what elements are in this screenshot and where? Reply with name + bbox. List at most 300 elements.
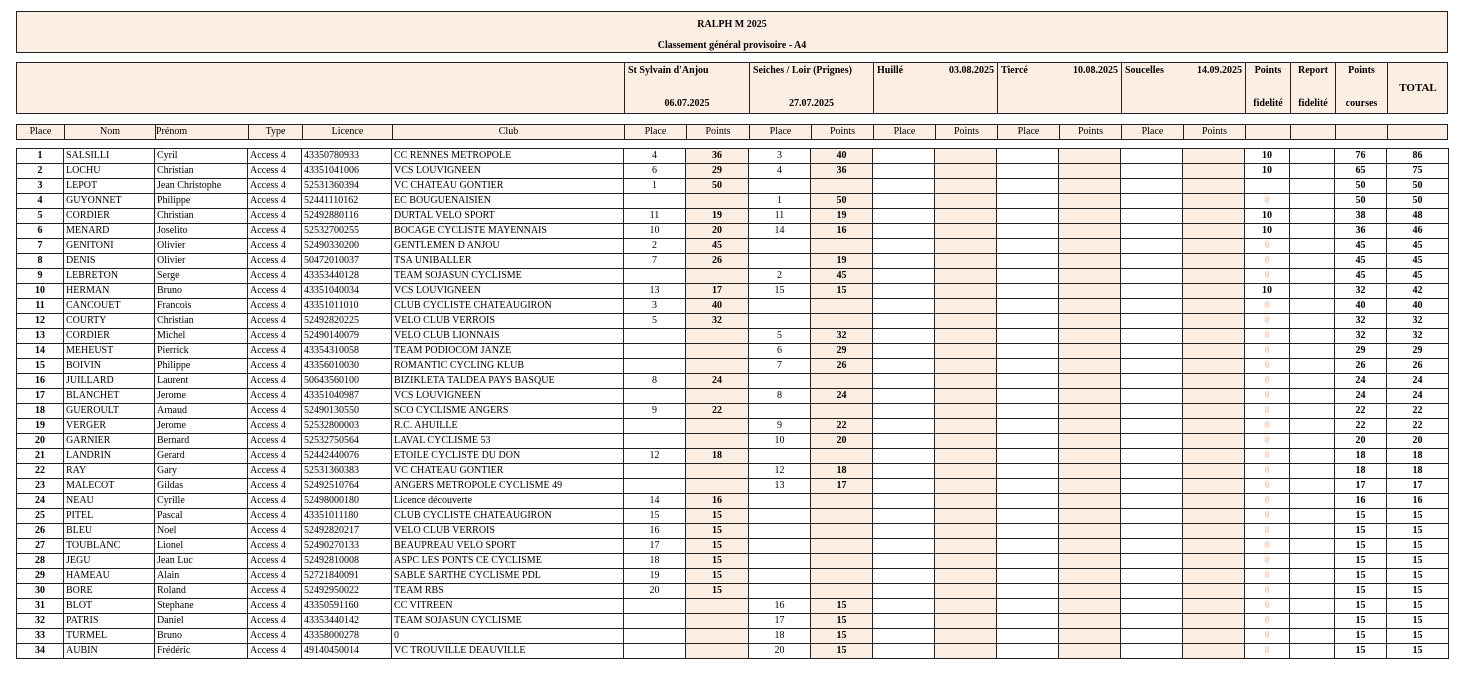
cell-courses: 24 bbox=[1335, 374, 1387, 389]
cell-licence: 52532750564 bbox=[302, 434, 392, 449]
cell-licence: 43356010030 bbox=[302, 359, 392, 374]
cell-empty bbox=[935, 254, 997, 269]
cell-empty bbox=[1121, 644, 1183, 659]
cell-courses: 16 bbox=[1335, 494, 1387, 509]
cell-licence: 50643560100 bbox=[302, 374, 392, 389]
cell-pt2 bbox=[811, 299, 873, 314]
cell-empty bbox=[873, 269, 935, 284]
cell-p2 bbox=[749, 404, 811, 419]
cell-empty bbox=[1059, 359, 1121, 374]
cell-pt1 bbox=[686, 269, 749, 284]
cell-empty bbox=[873, 209, 935, 224]
cell-empty bbox=[873, 554, 935, 569]
cell-licence: 52490130550 bbox=[302, 404, 392, 419]
cell-empty bbox=[1121, 434, 1183, 449]
cell-empty bbox=[1121, 194, 1183, 209]
cell-p2: 10 bbox=[749, 434, 811, 449]
cell-fid: 0 bbox=[1245, 299, 1290, 314]
cell-empty bbox=[1059, 644, 1121, 659]
cell-fid: 0 bbox=[1245, 389, 1290, 404]
table-row bbox=[17, 449, 1449, 464]
cell-pt1 bbox=[686, 479, 749, 494]
cell-rep bbox=[1290, 614, 1335, 629]
cell-total: 17 bbox=[1387, 479, 1449, 494]
cell-pt2: 16 bbox=[811, 224, 873, 239]
cell-empty bbox=[1183, 569, 1245, 584]
cell-place: 22 bbox=[17, 464, 64, 479]
cell-pt2: 15 bbox=[811, 644, 873, 659]
cell-pt1 bbox=[686, 614, 749, 629]
event-date: 10.08.2025 bbox=[1073, 65, 1118, 76]
col-ev2-place: Place bbox=[749, 125, 811, 139]
cell-empty bbox=[1059, 434, 1121, 449]
cell-pt2 bbox=[811, 449, 873, 464]
cell-total: 15 bbox=[1387, 554, 1449, 569]
event-date: 06.07.2025 bbox=[664, 98, 710, 109]
title-banner bbox=[16, 11, 1448, 53]
event-name: Huillé bbox=[877, 65, 904, 76]
cell-empty bbox=[997, 434, 1059, 449]
cell-rep bbox=[1290, 434, 1335, 449]
cell-empty bbox=[873, 224, 935, 239]
cell-p2 bbox=[749, 524, 811, 539]
cell-p2: 7 bbox=[749, 359, 811, 374]
cell-fid: 0 bbox=[1245, 479, 1290, 494]
cell-empty bbox=[997, 494, 1059, 509]
cell-club: VCS LOUVIGNEEN bbox=[392, 284, 624, 299]
cell-empty bbox=[1183, 614, 1245, 629]
cell-fid: 0 bbox=[1245, 494, 1290, 509]
cell-empty bbox=[873, 344, 935, 359]
cell-pt2 bbox=[811, 584, 873, 599]
cell-courses: 26 bbox=[1335, 359, 1387, 374]
cell-prenom: Bruno bbox=[155, 284, 248, 299]
cell-nom: RAY bbox=[64, 464, 155, 479]
cell-empty bbox=[1059, 479, 1121, 494]
cell-prenom: Stephane bbox=[155, 599, 248, 614]
col-ev4-place: Place bbox=[997, 125, 1059, 139]
cell-empty bbox=[997, 374, 1059, 389]
cell-p2: 15 bbox=[749, 284, 811, 299]
cell-empty bbox=[873, 479, 935, 494]
cell-pt1 bbox=[686, 599, 749, 614]
col-courses bbox=[1335, 125, 1387, 139]
event-header-1 bbox=[624, 63, 749, 113]
cell-total: 15 bbox=[1387, 584, 1449, 599]
cell-fid: 10 bbox=[1245, 284, 1290, 299]
cell-club: ANGERS METROPOLE CYCLISME 49 bbox=[392, 479, 624, 494]
col-licence: Licence bbox=[302, 125, 392, 139]
cell-p2 bbox=[749, 539, 811, 554]
cell-prenom: Gildas bbox=[155, 479, 248, 494]
table-row bbox=[17, 329, 1449, 344]
cell-nom: MALECOT bbox=[64, 479, 155, 494]
event-header-4 bbox=[997, 63, 1121, 113]
cell-prenom: Bernard bbox=[155, 434, 248, 449]
cell-courses: 24 bbox=[1335, 389, 1387, 404]
cell-empty bbox=[1121, 329, 1183, 344]
cell-type: Access 4 bbox=[248, 494, 302, 509]
cell-club: BOCAGE CYCLISTE MAYENNAIS bbox=[392, 224, 624, 239]
cell-prenom: Christian bbox=[155, 164, 248, 179]
cell-nom: LOCHU bbox=[64, 164, 155, 179]
cell-prenom: Pierrick bbox=[155, 344, 248, 359]
cell-empty bbox=[1121, 524, 1183, 539]
cell-type: Access 4 bbox=[248, 584, 302, 599]
cell-p1 bbox=[624, 599, 686, 614]
cell-rep bbox=[1290, 524, 1335, 539]
cell-empty bbox=[935, 329, 997, 344]
cell-pt1 bbox=[686, 629, 749, 644]
cell-p2 bbox=[749, 509, 811, 524]
points-fidelite-header bbox=[1245, 63, 1290, 113]
cell-place: 25 bbox=[17, 509, 64, 524]
cell-rep bbox=[1290, 629, 1335, 644]
cell-nom: SALSILLI bbox=[64, 149, 155, 164]
cell-rep bbox=[1290, 329, 1335, 344]
cell-licence: 52492880116 bbox=[302, 209, 392, 224]
cell-pt1 bbox=[686, 419, 749, 434]
col-place: Place bbox=[29, 126, 52, 137]
cell-pt1: 15 bbox=[686, 509, 749, 524]
cell-nom: CORDIER bbox=[64, 209, 155, 224]
cell-club: TEAM PODIOCOM JANZE bbox=[392, 344, 624, 359]
header-line: Report bbox=[1298, 65, 1328, 76]
cell-empty bbox=[935, 434, 997, 449]
table-row bbox=[17, 224, 1449, 239]
cell-courses: 65 bbox=[1335, 164, 1387, 179]
standings-table bbox=[16, 148, 1449, 659]
cell-place: 28 bbox=[17, 554, 64, 569]
cell-courses: 15 bbox=[1335, 554, 1387, 569]
cell-place: 31 bbox=[17, 599, 64, 614]
cell-empty bbox=[997, 614, 1059, 629]
cell-p1: 17 bbox=[624, 539, 686, 554]
cell-licence: 52442440076 bbox=[302, 449, 392, 464]
cell-pt2: 29 bbox=[811, 344, 873, 359]
cell-empty bbox=[1059, 329, 1121, 344]
cell-empty bbox=[935, 344, 997, 359]
cell-pt1: 15 bbox=[686, 569, 749, 584]
cell-empty bbox=[1183, 419, 1245, 434]
cell-empty bbox=[1121, 509, 1183, 524]
cell-courses: 15 bbox=[1335, 509, 1387, 524]
cell-empty bbox=[935, 614, 997, 629]
cell-place: 26 bbox=[17, 524, 64, 539]
cell-total: 20 bbox=[1387, 434, 1449, 449]
cell-p1 bbox=[624, 344, 686, 359]
cell-empty bbox=[935, 404, 997, 419]
cell-prenom: Christian bbox=[155, 314, 248, 329]
cell-fid: 0 bbox=[1245, 599, 1290, 614]
cell-prenom: Olivier bbox=[155, 239, 248, 254]
table-row bbox=[17, 434, 1449, 449]
cell-p2: 6 bbox=[749, 344, 811, 359]
cell-pt1: 50 bbox=[686, 179, 749, 194]
cell-empty bbox=[873, 629, 935, 644]
cell-licence: 52441110162 bbox=[302, 194, 392, 209]
cell-empty bbox=[873, 284, 935, 299]
cell-p2: 3 bbox=[749, 149, 811, 164]
cell-pt1: 15 bbox=[686, 539, 749, 554]
cell-place: 21 bbox=[17, 449, 64, 464]
cell-p2 bbox=[749, 584, 811, 599]
cell-pt1: 45 bbox=[686, 239, 749, 254]
cell-pt2 bbox=[811, 569, 873, 584]
cell-pt1: 16 bbox=[686, 494, 749, 509]
cell-rep bbox=[1290, 419, 1335, 434]
cell-licence: 52490330200 bbox=[302, 239, 392, 254]
table-row bbox=[17, 194, 1449, 209]
cell-empty bbox=[1059, 269, 1121, 284]
cell-empty bbox=[873, 404, 935, 419]
cell-empty bbox=[1183, 404, 1245, 419]
cell-prenom: Christian bbox=[155, 209, 248, 224]
cell-empty bbox=[1121, 614, 1183, 629]
cell-nom: COURTY bbox=[64, 314, 155, 329]
cell-empty bbox=[1059, 599, 1121, 614]
cell-courses: 15 bbox=[1335, 599, 1387, 614]
cell-total: 15 bbox=[1387, 509, 1449, 524]
cell-club: VC CHATEAU GONTIER bbox=[392, 179, 624, 194]
cell-empty bbox=[1121, 569, 1183, 584]
sheet-subtitle: Classement général provisoire - A4 bbox=[657, 40, 807, 51]
cell-type: Access 4 bbox=[248, 269, 302, 284]
cell-pt2: 24 bbox=[811, 389, 873, 404]
cell-pt1: 36 bbox=[686, 149, 749, 164]
cell-club: SCO CYCLISME ANGERS bbox=[392, 404, 624, 419]
cell-p1 bbox=[624, 614, 686, 629]
cell-place: 10 bbox=[17, 284, 64, 299]
cell-p2 bbox=[749, 239, 811, 254]
cell-pt2 bbox=[811, 554, 873, 569]
cell-prenom: Daniel bbox=[155, 614, 248, 629]
cell-pt1 bbox=[686, 389, 749, 404]
cell-total: 75 bbox=[1387, 164, 1449, 179]
cell-total: 22 bbox=[1387, 404, 1449, 419]
cell-type: Access 4 bbox=[248, 599, 302, 614]
cell-fid: 0 bbox=[1245, 434, 1290, 449]
cell-type: Access 4 bbox=[248, 524, 302, 539]
cell-p2 bbox=[749, 314, 811, 329]
cell-empty bbox=[997, 584, 1059, 599]
table-row bbox=[17, 644, 1449, 659]
cell-place: 24 bbox=[17, 494, 64, 509]
cell-rep bbox=[1290, 644, 1335, 659]
table-row bbox=[17, 314, 1449, 329]
standings-body bbox=[17, 149, 1449, 659]
cell-pt2 bbox=[811, 314, 873, 329]
cell-prenom: Philippe bbox=[155, 359, 248, 374]
cell-empty bbox=[1121, 284, 1183, 299]
cell-courses: 32 bbox=[1335, 284, 1387, 299]
cell-total: 32 bbox=[1387, 314, 1449, 329]
cell-pt1: 15 bbox=[686, 524, 749, 539]
cell-empty bbox=[1059, 494, 1121, 509]
cell-fid: 0 bbox=[1245, 359, 1290, 374]
cell-club: TEAM RBS bbox=[392, 584, 624, 599]
cell-prenom: Cyril bbox=[155, 149, 248, 164]
cell-courses: 45 bbox=[1335, 254, 1387, 269]
cell-fid: 0 bbox=[1245, 644, 1290, 659]
cell-empty bbox=[935, 464, 997, 479]
cell-p2 bbox=[749, 179, 811, 194]
cell-prenom: Gerard bbox=[155, 449, 248, 464]
cell-rep bbox=[1290, 314, 1335, 329]
cell-p2 bbox=[749, 299, 811, 314]
cell-place: 11 bbox=[17, 299, 64, 314]
cell-nom: HERMAN bbox=[64, 284, 155, 299]
cell-pt1 bbox=[686, 194, 749, 209]
event-date: 14.09.2025 bbox=[1197, 65, 1242, 76]
cell-licence: 43351040034 bbox=[302, 284, 392, 299]
table-row bbox=[17, 524, 1449, 539]
cell-courses: 17 bbox=[1335, 479, 1387, 494]
cell-nom: PITEL bbox=[64, 509, 155, 524]
cell-empty bbox=[1121, 389, 1183, 404]
header-line: fidelité bbox=[1253, 98, 1283, 109]
cell-empty bbox=[997, 299, 1059, 314]
cell-empty bbox=[935, 524, 997, 539]
cell-rep bbox=[1290, 359, 1335, 374]
cell-p2: 17 bbox=[749, 614, 811, 629]
table-row bbox=[17, 374, 1449, 389]
cell-empty bbox=[1121, 419, 1183, 434]
cell-p1: 7 bbox=[624, 254, 686, 269]
cell-courses: 32 bbox=[1335, 329, 1387, 344]
cell-rep bbox=[1290, 554, 1335, 569]
cell-rep bbox=[1290, 239, 1335, 254]
cell-fid: 0 bbox=[1245, 344, 1290, 359]
cell-fid: 0 bbox=[1245, 614, 1290, 629]
cell-p2: 13 bbox=[749, 479, 811, 494]
cell-empty bbox=[1121, 149, 1183, 164]
cell-club: EC BOUGUENAISIEN bbox=[392, 194, 624, 209]
table-row bbox=[17, 569, 1449, 584]
cell-place: 33 bbox=[17, 629, 64, 644]
cell-empty bbox=[997, 284, 1059, 299]
cell-empty bbox=[935, 509, 997, 524]
cell-empty bbox=[1059, 374, 1121, 389]
cell-p1: 1 bbox=[624, 179, 686, 194]
cell-prenom: Philippe bbox=[155, 194, 248, 209]
cell-prenom: Lionel bbox=[155, 539, 248, 554]
table-row bbox=[17, 344, 1449, 359]
cell-pt2: 36 bbox=[811, 164, 873, 179]
cell-courses: 15 bbox=[1335, 614, 1387, 629]
cell-club: ASPC LES PONTS CE CYCLISME bbox=[392, 554, 624, 569]
table-row bbox=[17, 614, 1449, 629]
cell-empty bbox=[873, 509, 935, 524]
cell-licence: 43350591160 bbox=[302, 599, 392, 614]
cell-total: 15 bbox=[1387, 569, 1449, 584]
table-row bbox=[17, 629, 1449, 644]
cell-club: CLUB CYCLISTE CHATEAUGIRON bbox=[392, 509, 624, 524]
total-header bbox=[1387, 63, 1448, 113]
cell-prenom: Serge bbox=[155, 269, 248, 284]
cell-prenom: Michel bbox=[155, 329, 248, 344]
cell-fid: 0 bbox=[1245, 584, 1290, 599]
col-ev1-place: Place bbox=[624, 125, 686, 139]
cell-rep bbox=[1290, 224, 1335, 239]
cell-type: Access 4 bbox=[248, 629, 302, 644]
cell-total: 24 bbox=[1387, 374, 1449, 389]
cell-total: 18 bbox=[1387, 464, 1449, 479]
table-row bbox=[17, 269, 1449, 284]
cell-prenom: Olivier bbox=[155, 254, 248, 269]
cell-empty bbox=[1059, 299, 1121, 314]
cell-place: 23 bbox=[17, 479, 64, 494]
cell-club: VELO CLUB VERROIS bbox=[392, 524, 624, 539]
cell-empty bbox=[1121, 494, 1183, 509]
cell-empty bbox=[1121, 479, 1183, 494]
cell-empty bbox=[1183, 494, 1245, 509]
cell-prenom: Jean Luc bbox=[155, 554, 248, 569]
cell-empty bbox=[997, 224, 1059, 239]
cell-pt2 bbox=[811, 494, 873, 509]
cell-empty bbox=[1059, 149, 1121, 164]
cell-p2: 12 bbox=[749, 464, 811, 479]
cell-courses: 18 bbox=[1335, 449, 1387, 464]
cell-empty bbox=[1059, 464, 1121, 479]
col-ev1-points: Points bbox=[686, 125, 749, 139]
cell-empty bbox=[1183, 149, 1245, 164]
cell-pt2: 45 bbox=[811, 269, 873, 284]
cell-licence: 52490140079 bbox=[302, 329, 392, 344]
cell-p1 bbox=[624, 644, 686, 659]
cell-fid: 0 bbox=[1245, 239, 1290, 254]
cell-total: 50 bbox=[1387, 194, 1449, 209]
cell-p1 bbox=[624, 194, 686, 209]
cell-empty bbox=[997, 419, 1059, 434]
cell-prenom: Jerome bbox=[155, 389, 248, 404]
event-name: Seiches / Loir (Prignes) bbox=[753, 65, 852, 76]
table-row bbox=[17, 494, 1449, 509]
cell-fid: 0 bbox=[1245, 554, 1290, 569]
cell-rep bbox=[1290, 149, 1335, 164]
cell-prenom: Alain bbox=[155, 569, 248, 584]
cell-type: Access 4 bbox=[248, 389, 302, 404]
cell-place: 16 bbox=[17, 374, 64, 389]
cell-empty bbox=[997, 479, 1059, 494]
cell-club: Licence découverte bbox=[392, 494, 624, 509]
cell-prenom: Bruno bbox=[155, 629, 248, 644]
cell-pt2: 15 bbox=[811, 599, 873, 614]
cell-total: 15 bbox=[1387, 524, 1449, 539]
cell-type: Access 4 bbox=[248, 194, 302, 209]
cell-type: Access 4 bbox=[248, 569, 302, 584]
cell-empty bbox=[935, 269, 997, 284]
table-row bbox=[17, 284, 1449, 299]
cell-empty bbox=[997, 344, 1059, 359]
cell-empty bbox=[873, 299, 935, 314]
table-row bbox=[17, 554, 1449, 569]
cell-place: 20 bbox=[17, 434, 64, 449]
cell-pt2: 19 bbox=[811, 209, 873, 224]
cell-prenom: Noel bbox=[155, 524, 248, 539]
cell-nom: AUBIN bbox=[64, 644, 155, 659]
cell-p1 bbox=[624, 329, 686, 344]
cell-place: 6 bbox=[17, 224, 64, 239]
points-courses-header bbox=[1335, 63, 1387, 113]
cell-rep bbox=[1290, 479, 1335, 494]
cell-prenom: Jerome bbox=[155, 419, 248, 434]
cell-courses: 15 bbox=[1335, 539, 1387, 554]
cell-empty bbox=[935, 389, 997, 404]
cell-empty bbox=[1059, 164, 1121, 179]
cell-rep bbox=[1290, 209, 1335, 224]
cell-pt2: 22 bbox=[811, 419, 873, 434]
